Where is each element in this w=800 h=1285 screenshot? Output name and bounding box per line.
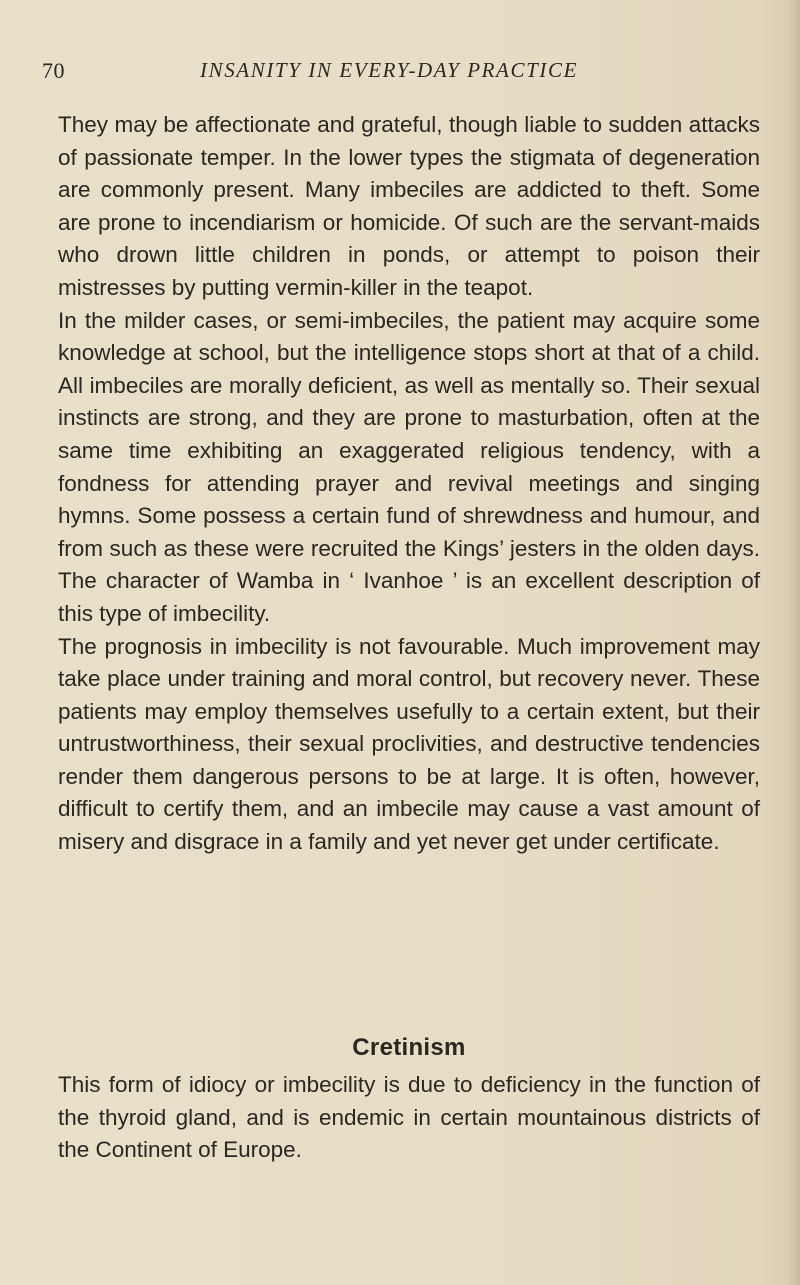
page-edge-shadow	[786, 0, 800, 1285]
paragraph-3: The prognosis in imbecility is not favourable. Much improvement may take place under training and moral control, but recovery never. These patients may employ themselves usefully to a certain extent, but their untrustworthiness, their sexual proclivities, and destructive tendencies render them dangerous persons to be at large. It is often, however, difficult to certify them, and an imbecile may cause a vast amount of misery and disgrace in a family and yet never get under certificate.	[58, 633, 760, 855]
running-head	[42, 58, 758, 90]
running-title: INSANITY IN EVERY-DAY PRACTICE	[200, 58, 578, 82]
section-paragraph: This form of idiocy or imbecility is due to deficiency in the function of the thyroid gland, and is endemic in certain mountainous districts of the Continent of Europe.	[58, 1072, 760, 1163]
paragraph-1: They may be affectionate and grateful, though liable to sudden attacks of passionate temper. In the lower types the stigmata of degeneration are commonly present. Many imbeciles are addicted to theft. Some are prone to incendiarism or homicide. Of such are the servant-maids who drown little children in ponds, or attempt to poison their mistresses by putting vermin-killer in the teapot.	[58, 112, 760, 300]
body-text	[58, 109, 760, 859]
section-heading: Cretinism	[352, 1034, 466, 1061]
page-number: 70	[42, 58, 65, 83]
paragraph-2: In the milder cases, or semi-imbeciles, the patient may acquire some knowledge at school, but the intelligence stops short at that of a child. All imbeciles are morally deficient, as well as mentally so. Their sexual instincts are strong, and they are prone to masturbation, often at the same time exhibiting an exaggerated religious tendency, with a fondness for attending prayer and revival meetings and singing hymns. Some possess a certain fund of shrewdness and humour, and from such as these were recruited the Kings’ jesters in the olden days. The character of Wamba in ‘ Ivanhoe ’ is an excellent description of this type of imbecility.	[58, 307, 760, 626]
